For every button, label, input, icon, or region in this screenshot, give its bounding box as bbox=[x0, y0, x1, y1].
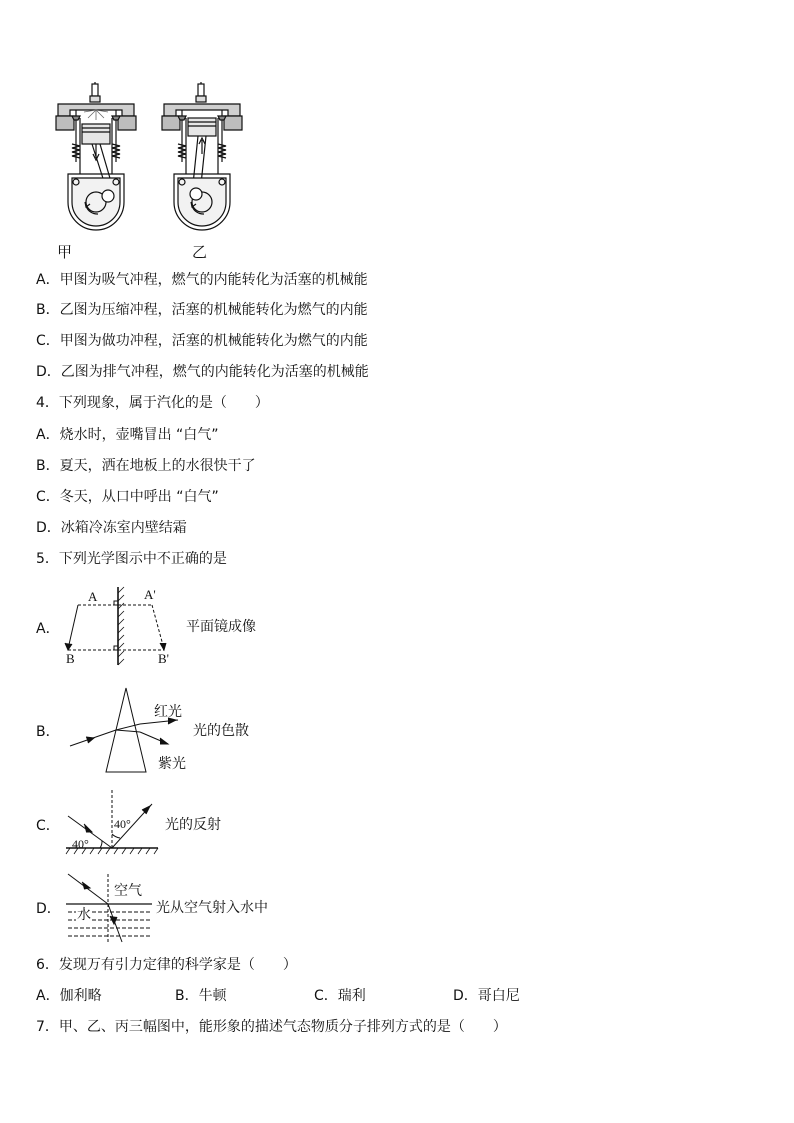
q3-option-d: D．乙图为排气冲程，燃气的内能转化为活塞的机械能 bbox=[36, 364, 369, 380]
q6-option-b: B．牛顿 bbox=[175, 988, 227, 1004]
label-a-prime: A' bbox=[144, 587, 156, 602]
q5-option-b-letter: B． bbox=[36, 724, 60, 740]
q5-label-air: 空气 bbox=[114, 883, 142, 899]
q6-option-d: D．哥白尼 bbox=[453, 988, 520, 1004]
q4-option-b: B．夏天，洒在地板上的水很快干了 bbox=[36, 458, 256, 474]
angle-label-bottom: 40° bbox=[72, 837, 89, 851]
q5-label-red-light: 红光 bbox=[154, 704, 182, 720]
reflection-diagram bbox=[62, 786, 162, 858]
q3-option-b: B．乙图为压缩冲程，活塞的机械能转化为燃气的内能 bbox=[36, 302, 368, 318]
q5-option-d-letter: D． bbox=[36, 901, 61, 917]
q6-stem: 6．发现万有引力定律的科学家是（ ） bbox=[36, 957, 297, 973]
q5-label-violet-light: 紫光 bbox=[158, 756, 186, 772]
q7-stem: 7．甲、乙、丙三幅图中，能形象的描述气态物质分子排列方式的是（ ） bbox=[36, 1019, 507, 1035]
q5-option-b-caption: 光的色散 bbox=[193, 723, 249, 739]
mirror-diagram bbox=[60, 585, 184, 667]
q5-label-water: 水 bbox=[77, 907, 91, 923]
engine-diagram-yi bbox=[158, 82, 246, 238]
q3-option-a: A．甲图为吸气冲程，燃气的内能转化为活塞的机械能 bbox=[36, 272, 368, 288]
q6-option-a: A．伽利略 bbox=[36, 988, 102, 1004]
q4-stem: 4．下列现象，属于汽化的是（ ） bbox=[36, 395, 269, 411]
q5-option-d-caption: 光从空气射入水中 bbox=[156, 900, 268, 916]
q5-stem: 5．下列光学图示中不正确的是 bbox=[36, 551, 227, 567]
q4-option-d: D．冰箱冷冻室内壁结霜 bbox=[36, 520, 187, 536]
q5-option-a-letter: A． bbox=[36, 621, 60, 637]
q5-option-a-caption: 平面镜成像 bbox=[186, 619, 256, 635]
angle-label-top: 40° bbox=[114, 817, 131, 831]
label-b-prime: B' bbox=[158, 651, 170, 666]
q4-option-a: A．烧水时，壶嘴冒出 “白气” bbox=[36, 427, 219, 443]
q3-option-c: C．甲图为做功冲程，活塞的机械能转化为燃气的内能 bbox=[36, 333, 368, 349]
label-b: B bbox=[66, 651, 75, 666]
engine-diagram-jia bbox=[52, 82, 140, 238]
engine-label-jia: 甲 bbox=[57, 243, 73, 261]
q5-option-c-caption: 光的反射 bbox=[165, 817, 221, 833]
engine-label-yi: 乙 bbox=[192, 243, 208, 261]
q4-option-c: C．冬天，从口中呼出 “白气” bbox=[36, 489, 219, 505]
label-a: A bbox=[88, 589, 98, 604]
q5-option-c-letter: C． bbox=[36, 818, 60, 834]
q6-option-c: C．瑞利 bbox=[314, 988, 366, 1004]
